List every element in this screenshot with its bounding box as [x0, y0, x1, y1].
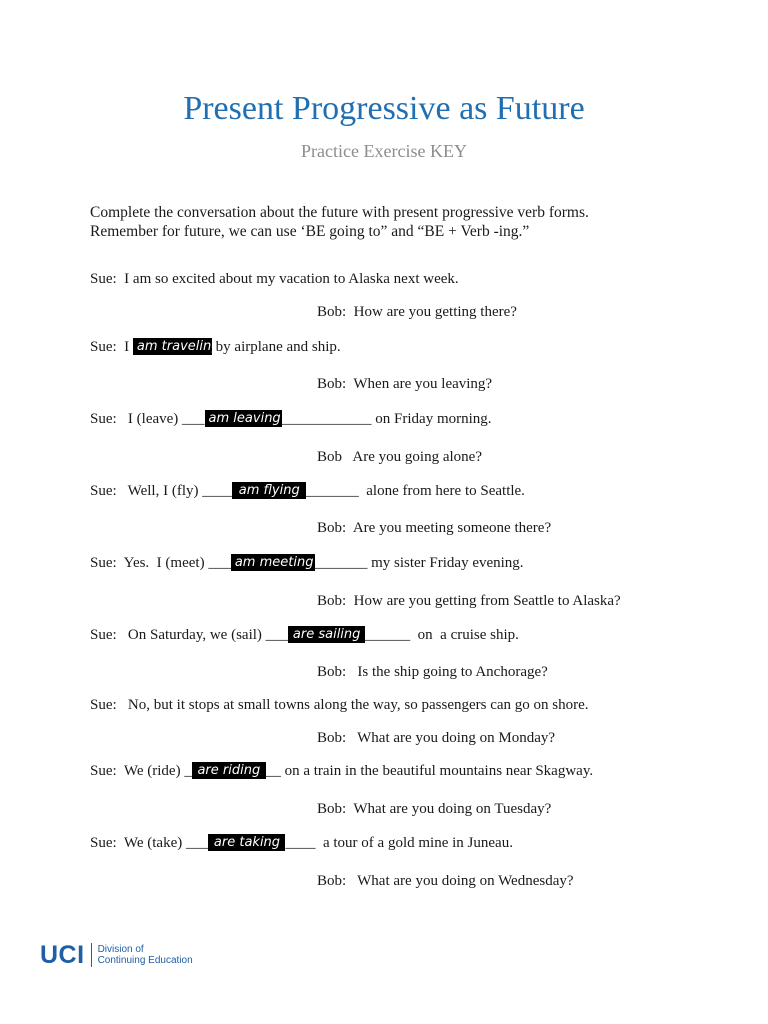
dialogue-line-bob: Bob: When are you leaving? — [317, 376, 493, 392]
dialogue-line-sue — [90, 626, 519, 644]
dialogue-line-sue — [90, 338, 341, 356]
footer-logo — [40, 940, 193, 970]
logo-divider — [91, 943, 92, 967]
line-suffix: by airplane and ship. — [211, 339, 341, 355]
dialogue-line-sue: Sue: No, but it stops at small towns along the way, so passengers can go on shore. — [90, 697, 589, 713]
dialogue-line-sue — [90, 762, 593, 780]
answer-highlight: are riding — [192, 762, 266, 779]
dialogue-line-bob: Bob: Is the ship going to Anchorage? — [317, 664, 548, 680]
line-prefix: Sue: Well, I (fly) ____ — [90, 483, 233, 499]
answer-highlight: am traveling — [133, 338, 212, 355]
answer-highlight: am leaving — [205, 410, 282, 427]
division-name — [98, 944, 193, 967]
dialogue-line-bob: Bob: What are you doing on Monday? — [317, 730, 556, 746]
page-subtitle: Practice Exercise KEY — [301, 141, 467, 161]
dialogue-line-bob: Bob: What are you doing on Tuesday? — [317, 801, 552, 817]
dialogue-line-sue — [90, 410, 492, 428]
line-suffix: __ on a train in the beautiful mountains near Skagway. — [265, 763, 594, 779]
line-prefix: Sue: I (leave) ___ — [90, 411, 205, 427]
instructions: Complete the conversation about the future with present progressive verb forms. Remember for future, we can use ‘BE going to” and “BE + Verb -ing.” — [90, 204, 589, 240]
dialogue-line-bob: Bob: Are you meeting someone there? — [317, 520, 552, 536]
line-prefix: Sue: Yes. I (meet) ___ — [90, 555, 231, 571]
dialogue-line-bob: Bob: How are you getting from Seattle to Alaska? — [317, 593, 621, 609]
dialogue-line-bob: Bob Are you going alone? — [317, 449, 482, 465]
answer-highlight: am flying — [232, 482, 306, 499]
line-prefix: Sue: We (ride) _ — [90, 763, 192, 779]
line-suffix: ______ on a cruise ship. — [365, 627, 519, 643]
line-prefix: Sue: We (take) ___ — [90, 835, 209, 851]
uci-logo: UCI — [40, 940, 85, 969]
line-prefix: Sue: I — [90, 339, 133, 355]
dialogue-line-bob: Bob: How are you getting there? — [317, 304, 517, 320]
line-suffix: ____________ on Friday morning. — [281, 411, 492, 427]
answer-highlight: are sailing — [288, 626, 365, 643]
line-prefix: Sue: On Saturday, we (sail) ___ — [90, 627, 289, 643]
answer-highlight: am meeting — [231, 554, 315, 571]
dialogue-line-sue — [90, 482, 525, 500]
dialogue-line-bob: Bob: What are you doing on Wednesday? — [317, 873, 574, 889]
dialogue-line-sue: Sue: I am so excited about my vacation to Alaska next week. — [90, 271, 459, 287]
answer-highlight: are taking — [208, 834, 285, 851]
dialogue-line-sue — [90, 554, 524, 572]
dialogue-line-sue — [90, 834, 513, 852]
division-line-1: Division of — [97, 943, 144, 955]
division-line-2: Continuing Education — [97, 955, 193, 966]
line-suffix: _______ my sister Friday evening. — [314, 555, 524, 571]
line-suffix: _______ alone from here to Seattle. — [306, 483, 525, 499]
page-title: Present Progressive as Future — [183, 90, 585, 127]
line-suffix: ____ a tour of a gold mine in Juneau. — [285, 835, 513, 851]
